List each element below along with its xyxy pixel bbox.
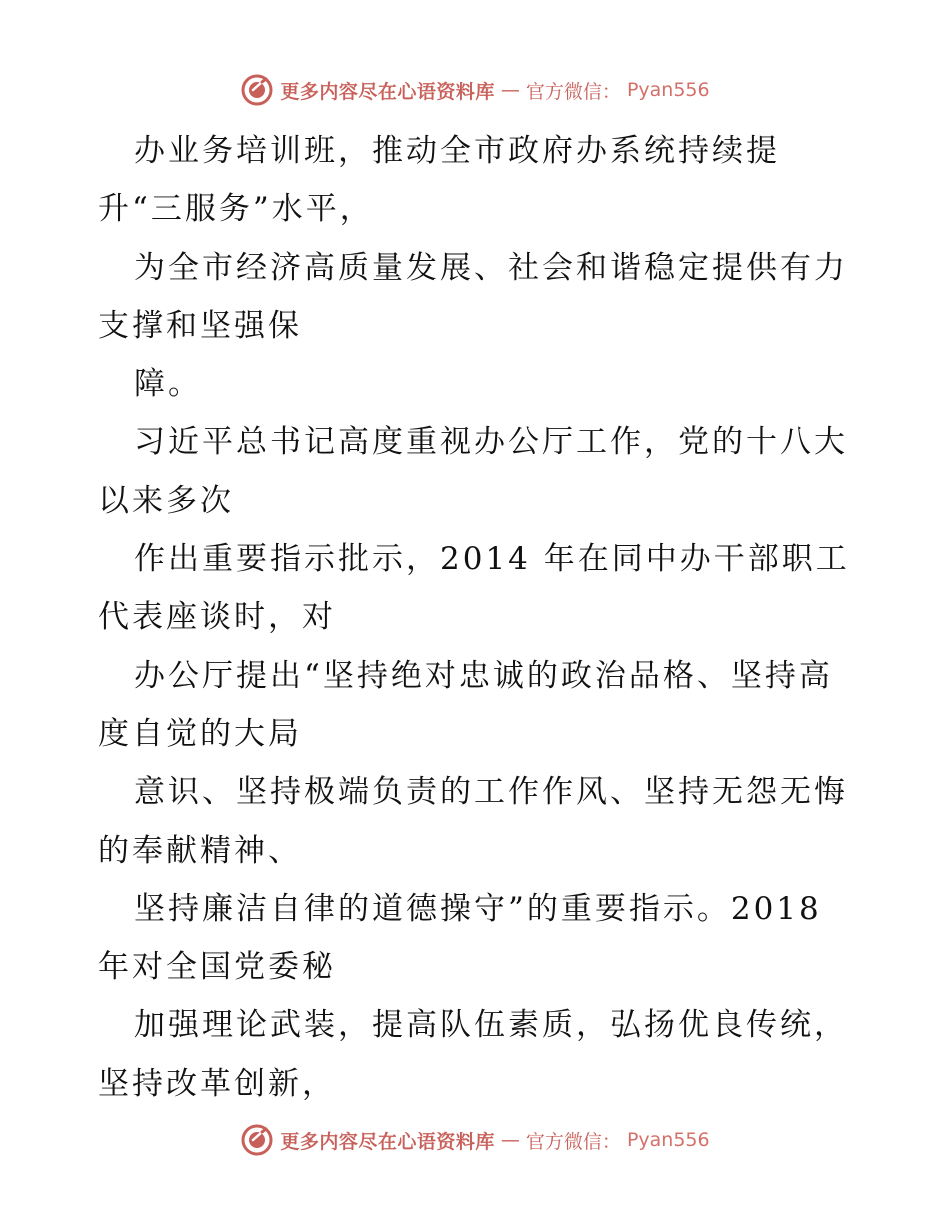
text-line: 办公厅提出“坚持绝对忠诚的政治品格、坚持高 xyxy=(134,657,833,694)
text-line: 作出重要指示批示，2014 年在同中办干部职工 xyxy=(134,541,850,578)
text-line: 习近平总书记高度重视办公厅工作，党的十八大 xyxy=(134,424,848,461)
text-line: 代表座谈时，对 xyxy=(98,599,336,636)
footer-official-label: 官方微信： xyxy=(525,1130,621,1153)
text-line: 升“三服务”水平， xyxy=(98,191,374,228)
text-line: 加强理论武装，提高队伍素质，弘扬优良传统， xyxy=(134,1007,848,1044)
text-line: 办业务培训班，推动全市政府办系统持续提 xyxy=(134,133,780,169)
text-line: 障。 xyxy=(134,366,202,403)
text-line: 意识、坚持极端负责的工作作风、坚持无怨无悔 xyxy=(134,774,848,811)
footer-separator: — xyxy=(500,1129,520,1151)
text-line: 坚持廉洁自律的道德操守”的重要指示。2018 xyxy=(134,890,822,927)
footer-banner xyxy=(0,1120,950,1160)
header-site-text: 更多内容尽在心语资料库 xyxy=(280,80,495,103)
text-line: 坚持改革创新， xyxy=(98,1065,336,1102)
text-line: 以来多次 xyxy=(98,482,234,519)
text-line: 年对全国党委秘 xyxy=(98,949,336,986)
header-banner xyxy=(0,70,950,110)
text-line: 度自觉的大局 xyxy=(98,715,302,752)
footer-wechat-id: Pyan556 xyxy=(626,1129,710,1151)
header-official-label: 官方微信： xyxy=(525,80,621,103)
text-line: 为全市经济高质量发展、社会和谐稳定提供有力 xyxy=(134,249,848,286)
header-separator: — xyxy=(500,79,520,101)
header-wechat-id: Pyan556 xyxy=(626,79,710,101)
document-body xyxy=(98,122,878,1113)
logo-icon xyxy=(240,1123,274,1157)
logo-icon xyxy=(240,73,274,107)
text-line: 的奉献精神、 xyxy=(98,832,302,869)
footer-site-text: 更多内容尽在心语资料库 xyxy=(280,1130,495,1153)
text-line: 支撑和坚强保 xyxy=(98,307,302,344)
